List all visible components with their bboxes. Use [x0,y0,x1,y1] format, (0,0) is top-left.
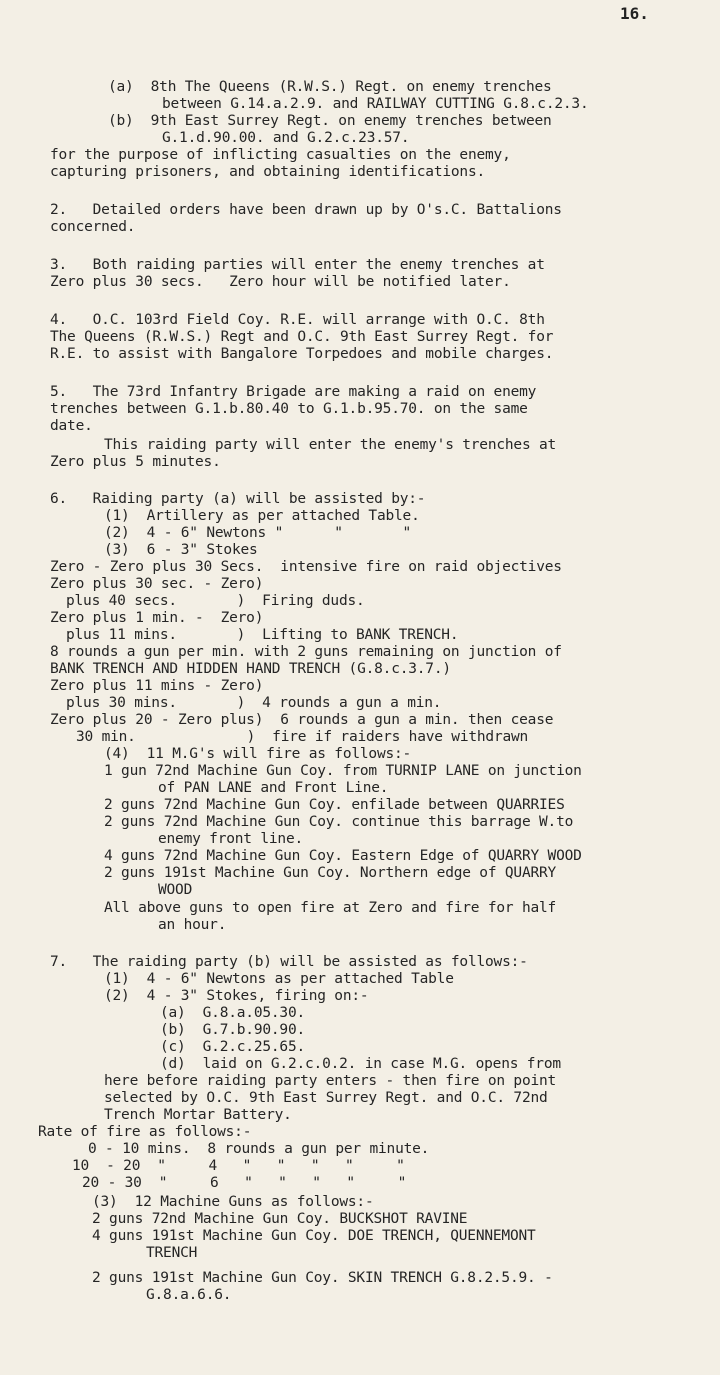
text-line: between G.14.a.2.9. and RAILWAY CUTTING G.8.c.2.3. [162,96,589,112]
page-number: 16. [620,4,649,23]
text-line: (c) G.2.c.25.65. [160,1039,306,1055]
text-line: 2 guns 72nd Machine Gun Coy. continue this barrage W.to [104,814,574,830]
text-line: 2 guns 191st Machine Gun Coy. SKIN TRENCH G.8.2.5.9. - [92,1270,553,1286]
text-line: 2 guns 72nd Machine Gun Coy. BUCKSHOT RAVINE [92,1211,468,1227]
text-line: of PAN LANE and Front Line. [158,780,389,796]
text-line: an hour. [158,917,227,933]
text-line: 2. Detailed orders have been drawn up by O's.C. Battalions [50,202,562,218]
text-line: (1) Artillery as per attached Table. [104,508,420,524]
text-line: The Queens (R.W.S.) Regt and O.C. 9th East Surrey Regt. for [50,329,554,345]
text-line: (1) 4 - 6" Newtons as per attached Table [104,971,454,987]
text-line: (2) 4 - 6" Newtons " " " [104,525,412,541]
text-line: Zero plus 30 secs. Zero hour will be notified later. [50,274,511,290]
text-line: Rate of fire as follows:- [38,1124,252,1140]
text-line: All above guns to open fire at Zero and fire for half [104,900,557,916]
text-line: (a) G.8.a.05.30. [160,1005,306,1021]
text-line: Zero plus 30 sec. - Zero) [50,576,264,592]
text-line: 6. Raiding party (a) will be assisted by:- [50,491,426,507]
text-line: here before raiding party enters - then fire on point [104,1073,557,1089]
text-line: G.1.d.90.00. and G.2.c.23.57. [162,130,410,146]
text-line: G.8.a.6.6. [146,1287,232,1303]
text-line: Zero plus 11 mins - Zero) [50,678,264,694]
text-line: 3. Both raiding parties will enter the enemy trenches at [50,257,545,273]
text-line: 30 min. ) fire if raiders have withdrawn [76,729,529,745]
text-line: R.E. to assist with Bangalore Torpedoes and mobile charges. [50,346,554,362]
text-line: (b) G.7.b.90.90. [160,1022,306,1038]
text-line: Zero - Zero plus 30 Secs. intensive fire on raid objectives [50,559,562,575]
text-line: Zero plus 20 - Zero plus) 6 rounds a gun a min. then cease [50,712,554,728]
text-line: plus 11 mins. ) Lifting to BANK TRENCH. [66,627,459,643]
text-line: (d) laid on G.2.c.0.2. in case M.G. opens from [160,1056,561,1072]
text-line: WOOD [158,882,193,898]
text-line: concerned. [50,219,136,235]
text-line: 2 guns 72nd Machine Gun Coy. enfilade between QUARRIES [104,797,565,813]
text-line: 2 guns 191st Machine Gun Coy. Northern edge of QUARRY [104,865,557,881]
text-line: Zero plus 5 minutes. [50,454,221,470]
text-line: (b) 9th East Surrey Regt. on enemy trenches between [108,113,552,129]
text-line: (3) 12 Machine Guns as follows:- [92,1194,374,1210]
text-line: 4 guns 72nd Machine Gun Coy. Eastern Edge of QUARRY WOOD [104,848,582,864]
text-line: 10 - 20 " 4 " " " " " [72,1158,405,1174]
text-line: 5. The 73rd Infantry Brigade are making a raid on enemy [50,384,537,400]
text-line: BANK TRENCH AND HIDDEN HAND TRENCH (G.8.c.3.7.) [50,661,451,677]
text-line: for the purpose of inflicting casualties on the enemy, [50,147,511,163]
text-line: capturing prisoners, and obtaining identifications. [50,164,486,180]
text-line: TRENCH [146,1245,198,1261]
text-line: (4) 11 M.G's will fire as follows:- [104,746,412,762]
text-line: 20 - 30 " 6 " " " " " [82,1175,407,1191]
text-line: selected by O.C. 9th East Surrey Regt. and O.C. 72nd [104,1090,548,1106]
text-line: date. [50,418,93,434]
text-line: Zero plus 1 min. - Zero) [50,610,264,626]
text-line: 8 rounds a gun per min. with 2 guns remaining on junction of [50,644,562,660]
text-line: 7. The raiding party (b) will be assisted as follows:- [50,954,528,970]
text-line: Trench Mortar Battery. [104,1107,292,1123]
text-line: plus 30 mins. ) 4 rounds a gun a min. [66,695,442,711]
text-line: trenches between G.1.b.80.40 to G.1.b.95.70. on the same [50,401,528,417]
text-line: (a) 8th The Queens (R.W.S.) Regt. on enemy trenches [108,79,552,95]
text-line: plus 40 secs. ) Firing duds. [66,593,365,609]
text-line: 0 - 10 mins. 8 rounds a gun per minute. [88,1141,430,1157]
text-line: 1 gun 72nd Machine Gun Coy. from TURNIP LANE on junction [104,763,582,779]
text-line: 4. O.C. 103rd Field Coy. R.E. will arrange with O.C. 8th [50,312,545,328]
text-line: 4 guns 191st Machine Gun Coy. DOE TRENCH, QUENNEMONT [92,1228,536,1244]
text-line: This raiding party will enter the enemy's trenches at [104,437,557,453]
text-line: (2) 4 - 3" Stokes, firing on:- [104,988,369,1004]
text-line: enemy front line. [158,831,304,847]
text-line: (3) 6 - 3" Stokes [104,542,258,558]
